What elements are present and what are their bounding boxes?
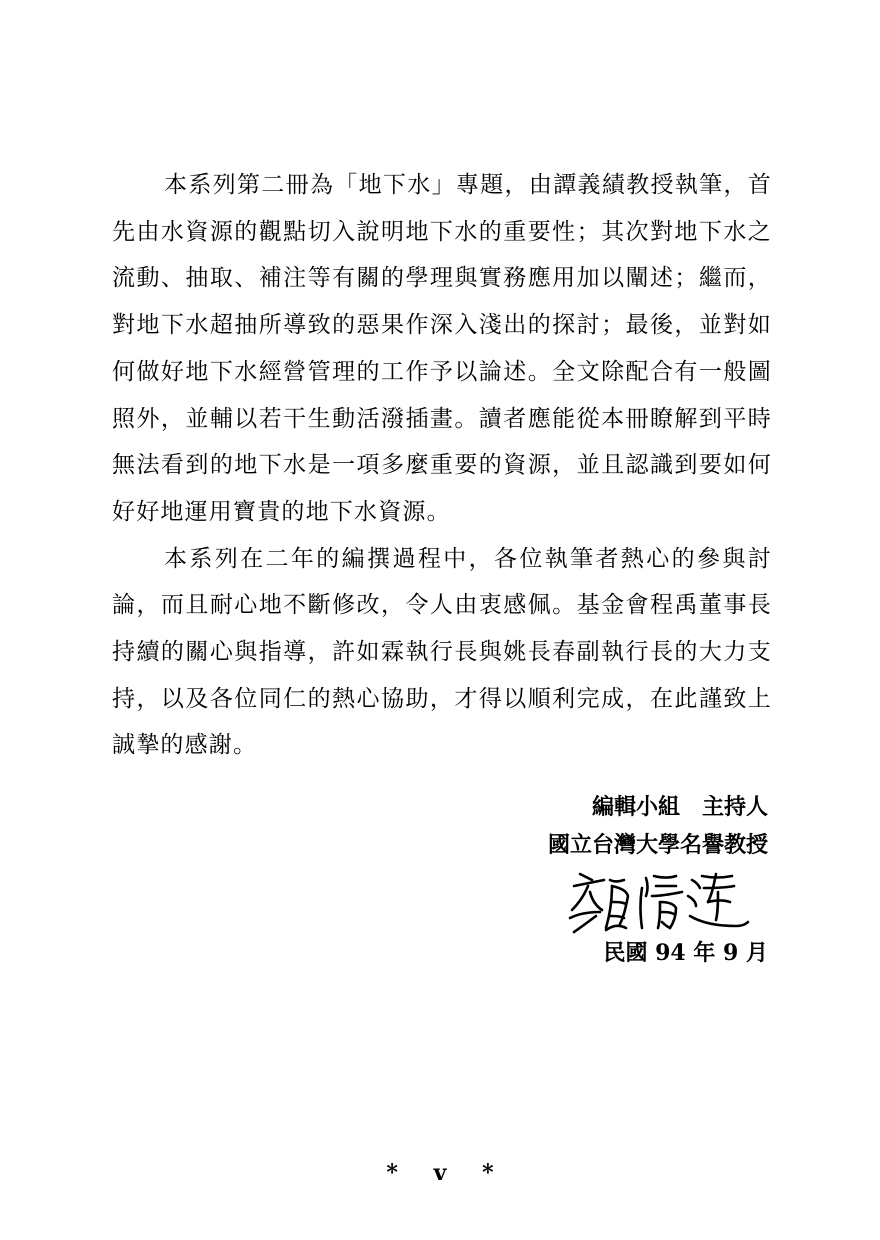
paragraph-1: 本系列第二冊為「地下水」專題，由譚義績教授執筆，首先由水資源的觀點切入說明地下水的重要性；其次對地下水之流動、抽取、補注等有關的學理與實務應用加以闡述；繼而，對地下水超抽所導致的惡果作深入淺出的探討；最後，並對如何做好地下水經營管理的工作予以論述。全文除配合有一般圖照外，並輔以若干生動活潑插畫。讀者應能從本冊瞭解到平時無法看到的地下水是一項多麼重要的資源，並且認識到要如何好好地運用寶貴的地下水資源。	[112, 172, 772, 525]
footer-left-mark: *	[386, 1160, 398, 1186]
date: 民國 94 年 9 月	[603, 940, 768, 966]
signature-block	[548, 788, 768, 864]
affiliation: 國立台灣大學名譽教授	[547, 832, 768, 858]
editor-group: 編輯小組	[591, 794, 680, 820]
body-text	[112, 162, 772, 769]
editor-role: 主持人	[701, 794, 768, 820]
page-footer	[0, 1158, 880, 1188]
footer-right-mark: *	[482, 1160, 494, 1186]
paragraph-2: 本系列在二年的編撰過程中，各位執筆者熱心的參與討論，而且耐心地不斷修改，令人由衷感佩。基金會程禹董事長持續的關心與指導，許如霖執行長與姚長春副執行長的大力支持，以及各位同仁的熱心協助，才得以順利完成，在此謹致上誠摯的感謝。	[112, 545, 772, 759]
page-number: v	[433, 1160, 447, 1186]
handwritten-signature-icon	[566, 866, 750, 936]
editor-line	[548, 788, 768, 826]
